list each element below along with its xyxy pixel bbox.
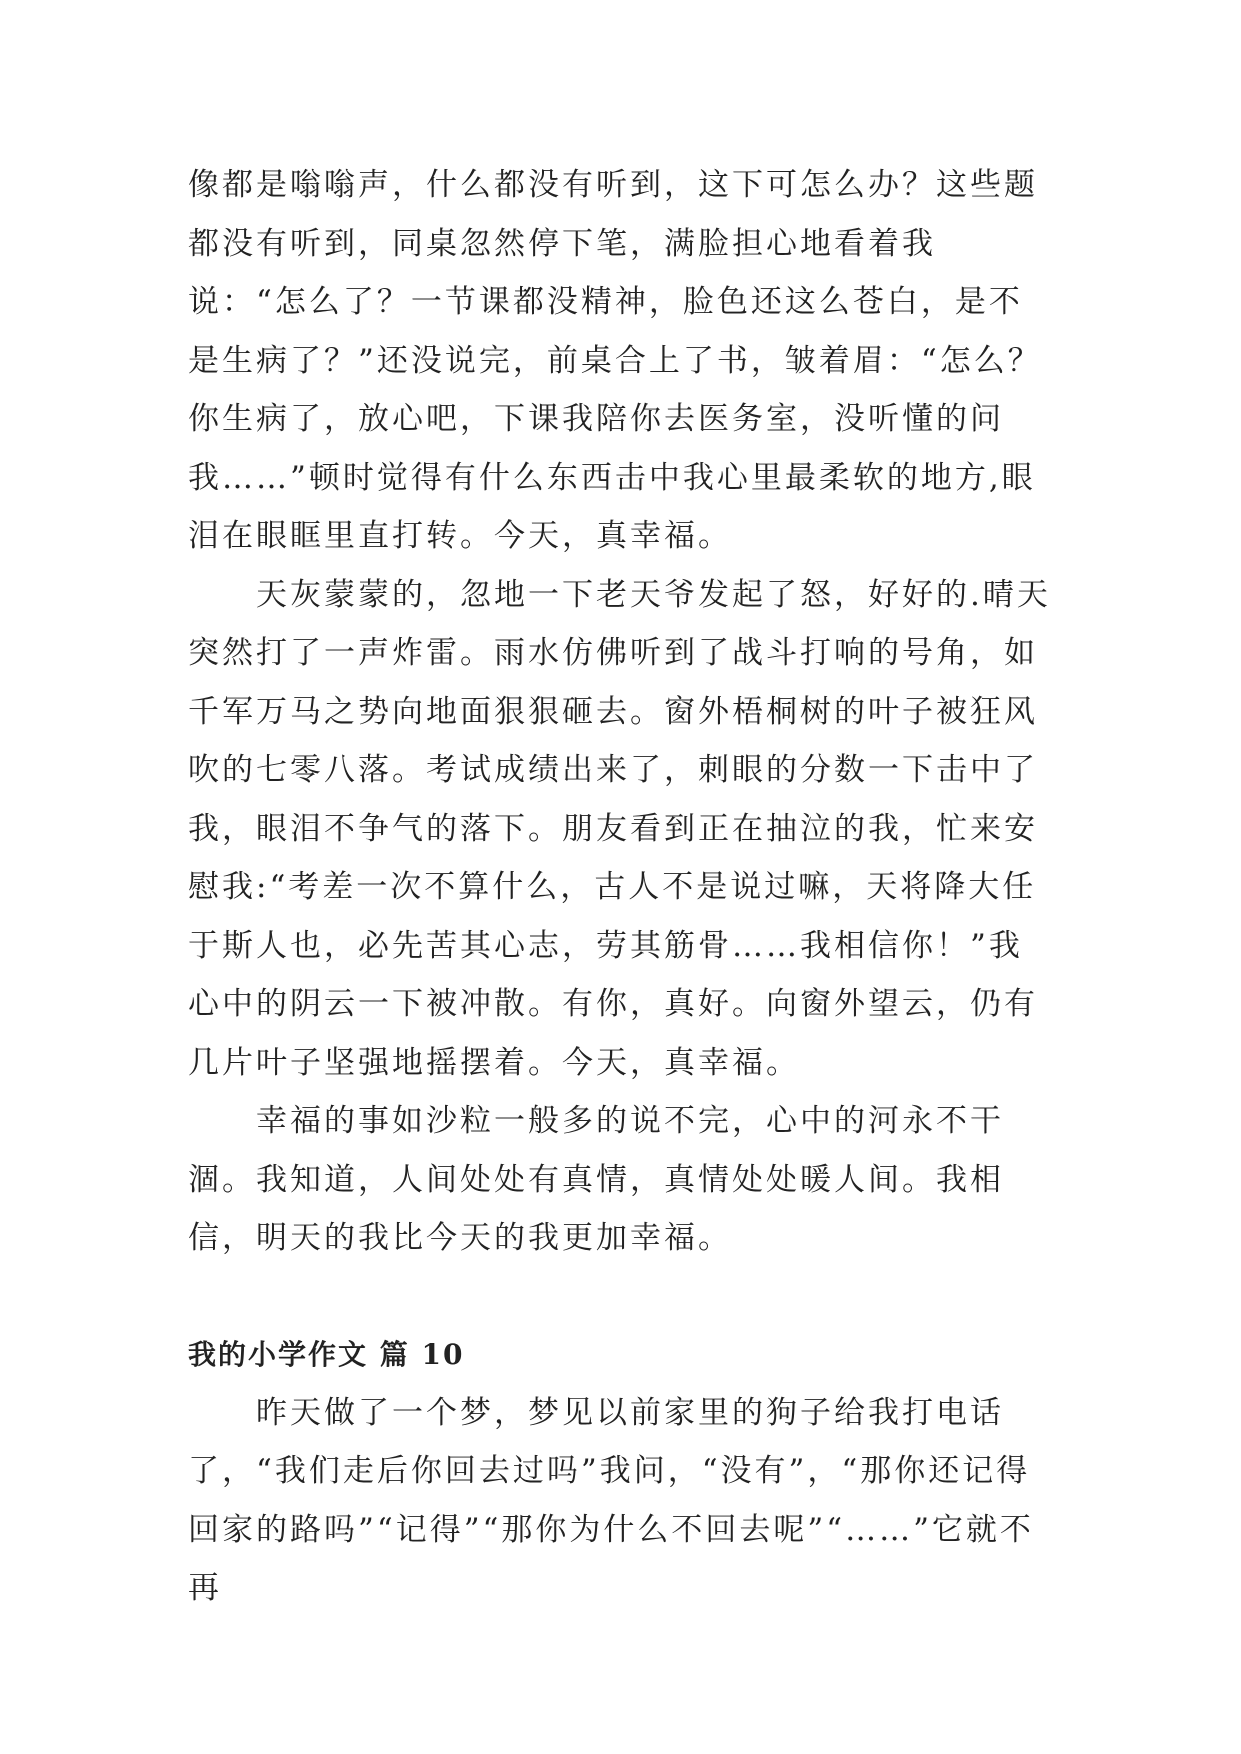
section-heading: 我的小学作文 篇 10	[188, 1337, 465, 1371]
document-body	[188, 156, 1056, 1618]
paragraph-dream: 昨天做了一个梦，梦见以前家里的狗子给我打电话了，“我们走后你回去过吗”我问，“没有”，“那你还记得回家的路吗”“记得”“那你为什么不回去呢”“……”它就不再	[188, 1394, 1034, 1606]
paragraph-thunderstorm: 天灰蒙蒙的，忽地一下老天爷发起了怒，好好的.晴天突然打了一声炸雷。雨水仿佛听到了战斗打响的号角，如千军万马之势向地面狠狠砸去。窗外梧桐树的叶子被狂风吹的七零八落。考试成绩出来了，刺眼的分数一下击中了我，眼泪不争气的落下。朋友看到正在抽泣的我，忙来安慰我:“考差一次不算什么，古人不是说过嘛，天将降大任于斯人也，必先苦其心志，劳其筋骨……我相信你！”我心中的阴云一下被冲散。有你，真好。向窗外望云，仍有几片叶子坚强地摇摆着。今天，真幸福。	[188, 576, 1051, 1081]
paragraph-continued: 像都是嗡嗡声，什么都没有听到，这下可怎么办？这些题都没有听到，同桌忽然停下笔，满脸担心地看着我说：“怎么了？一节课都没精神，脸色还这么苍白，是不是生病了？”还没说完，前桌合上了书，皱着眉：“怎么？你生病了，放心吧，下课我陪你去医务室，没听懂的问我……”顿时觉得有什么东西击中我心里最柔软的地方,眼泪在眼眶里直打转。今天，真幸福。	[188, 167, 1042, 554]
paragraph-conclusion: 幸福的事如沙粒一般多的说不完，心中的河永不干涸。我知道，人间处处有真情，真情处处暖人间。我相信，明天的我比今天的我更加幸福。	[188, 1103, 1004, 1256]
